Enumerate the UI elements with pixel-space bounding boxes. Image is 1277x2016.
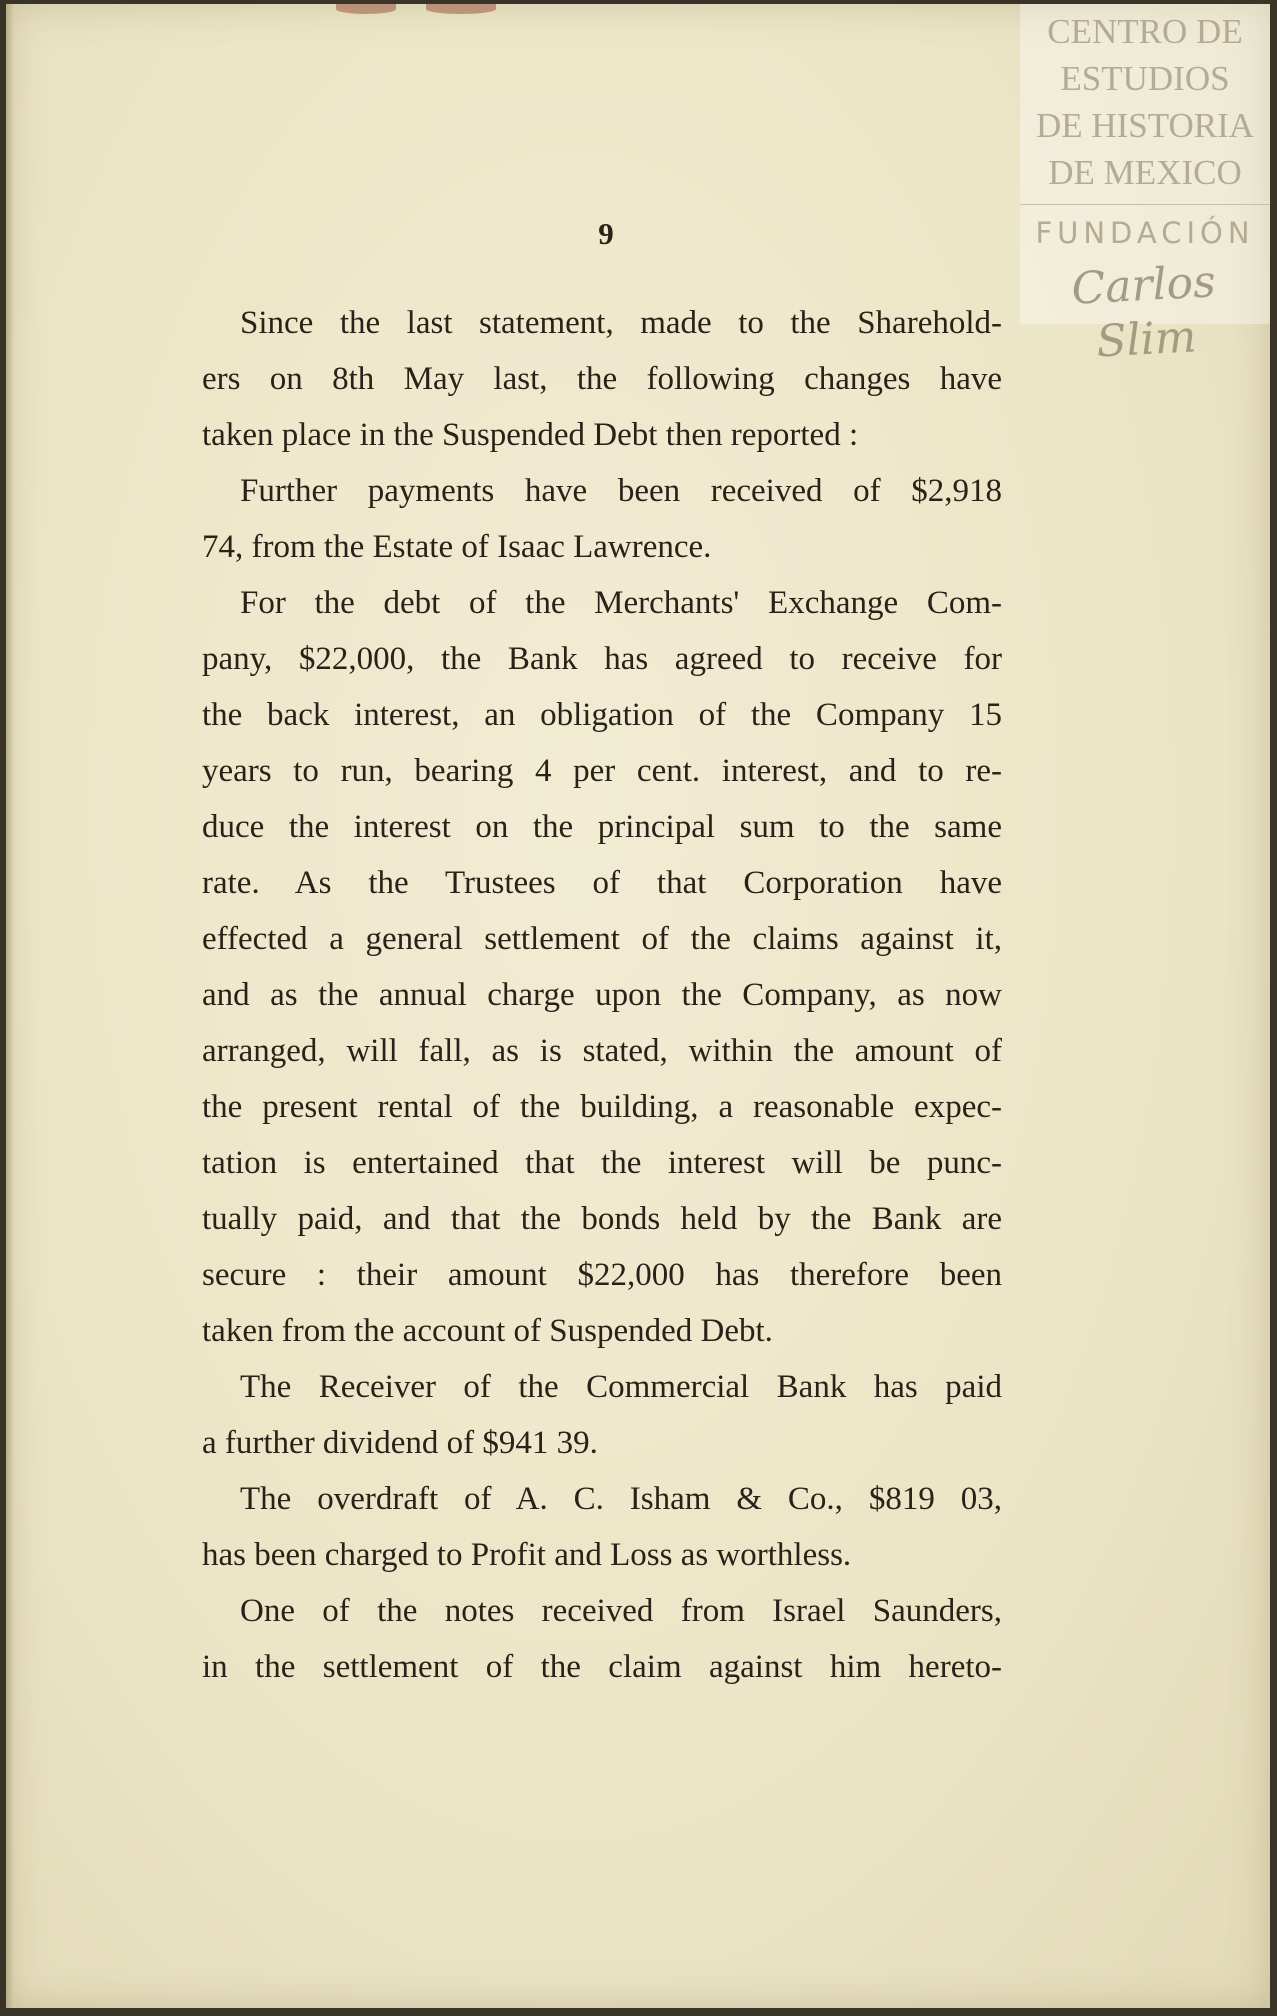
watermark-line: CENTRO DE	[1047, 12, 1243, 51]
text-line: arranged, will fall, as is stated, within the amount of	[202, 1033, 1002, 1069]
text-line: a further dividend of $941 39.	[202, 1425, 598, 1461]
page-edge	[6, 4, 14, 2008]
text-line: The Receiver of the Commercial Bank has paid	[240, 1369, 1002, 1405]
text-line: Since the last statement, made to the Sharehold-	[240, 305, 1002, 341]
watermark-line: DE HISTORIA	[1035, 106, 1255, 145]
text-line: ers on 8th May last, the following changes have	[202, 361, 1002, 397]
text-line: duce the interest on the principal sum to the same	[202, 809, 1002, 845]
archive-watermark	[1020, 4, 1270, 368]
text-line: 74, from the Estate of Isaac Lawrence.	[202, 529, 712, 565]
text-line: tation is entertained that the interest will be punc-	[202, 1145, 1002, 1181]
stain	[336, 4, 396, 14]
text-line: tually paid, and that the bonds held by the Bank are	[202, 1201, 1002, 1237]
text-line: the back interest, an obligation of the Company 15	[202, 697, 1002, 733]
text-line: pany, $22,000, the Bank has agreed to receive for	[202, 641, 1002, 677]
text-line: years to run, bearing 4 per cent. interest, and to re-	[202, 753, 1002, 789]
text-line: secure : their amount $22,000 has therefore been	[202, 1257, 1002, 1293]
watermark-divider	[1020, 204, 1270, 205]
watermark-signature: Carlos Slim	[1070, 256, 1217, 368]
text-line: Further payments have been received of $2,918	[240, 473, 1002, 509]
text-line: taken from the account of Suspended Debt.	[202, 1313, 773, 1349]
document-page	[6, 4, 1270, 2008]
text-line: the present rental of the building, a reasonable expec-	[202, 1089, 1002, 1125]
text-line: For the debt of the Merchants' Exchange Com-	[240, 585, 1002, 621]
watermark-foundation: FUNDACIÓN	[1035, 216, 1255, 250]
text-line: effected a general settlement of the claims against it,	[202, 921, 1002, 957]
text-line: One of the notes received from Israel Saunders,	[240, 1593, 1002, 1629]
text-line: The overdraft of A. C. Isham & Co., $819 03,	[240, 1481, 1002, 1517]
watermark-line: ESTUDIOS	[1060, 59, 1230, 98]
watermark-line: DE MEXICO	[1048, 153, 1242, 192]
body-text	[202, 295, 1002, 1695]
page-number: 9	[598, 216, 614, 251]
text-line: rate. As the Trustees of that Corporation have	[202, 865, 1002, 901]
stain	[426, 4, 496, 14]
text-line: has been charged to Profit and Loss as worthless.	[202, 1537, 852, 1573]
text-line: taken place in the Suspended Debt then reported :	[202, 417, 859, 453]
text-line: and as the annual charge upon the Company, as now	[202, 977, 1002, 1013]
text-line: in the settlement of the claim against him hereto-	[202, 1649, 1002, 1685]
